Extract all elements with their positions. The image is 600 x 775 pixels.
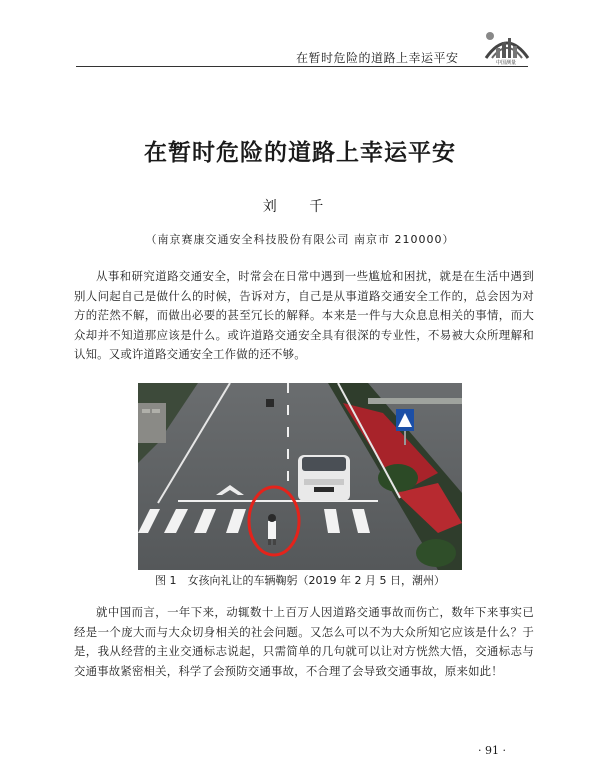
article-author: 刘 千: [262, 199, 338, 215]
article-title: 在暂时危险的道路上幸运平安: [144, 139, 456, 166]
running-head-title: 在暂时危险的道路上幸运平安: [296, 51, 459, 65]
article-affiliation: （南京赛康交通安全科技股份有限公司 南京市 210000）: [145, 233, 455, 246]
page-number: · 91 ·: [478, 744, 506, 757]
figure-caption: 图 1 女孩向礼让的车辆鞠躬（2019 年 2 月 5 日，潮州）: [155, 574, 445, 587]
body-paragraph-2: 就中国而言，一年下来，动辄数十上百万人因道路交通事故而伤亡，数年下来事实已经是一个庞大而与大众切身相关的社会问题。又怎么可以不为大众所知它应该是什么？于是，我从经营的主业交通标志说起，只需简单的几句就可以让对方恍然大悟，交通标志与交通事故紧密相关，科学了会预防交通事故，不合理了会导致交通事故，原来如此！: [74, 605, 534, 678]
body-paragraph-1: 从事和研究道路交通安全，时常会在日常中遇到一些尴尬和困扰，就是在生活中遇到别人问起自己是做什么的时候，告诉对方，自己是从事道路交通安全工作的，总会因为对方的茫然不解，而做出必要的甚至冗长的解释。本来是一件与大众息息相关的事情，而大众却并不知道那应该是什么。或许道路交通安全具有很深的专业性，不易被大众所理解和认知。又或许道路交通安全工作做的还不够。: [74, 269, 534, 362]
journal-logo-text: 中国测量: [496, 60, 517, 66]
figure-photo: [138, 383, 462, 570]
header-rule: [76, 66, 528, 67]
